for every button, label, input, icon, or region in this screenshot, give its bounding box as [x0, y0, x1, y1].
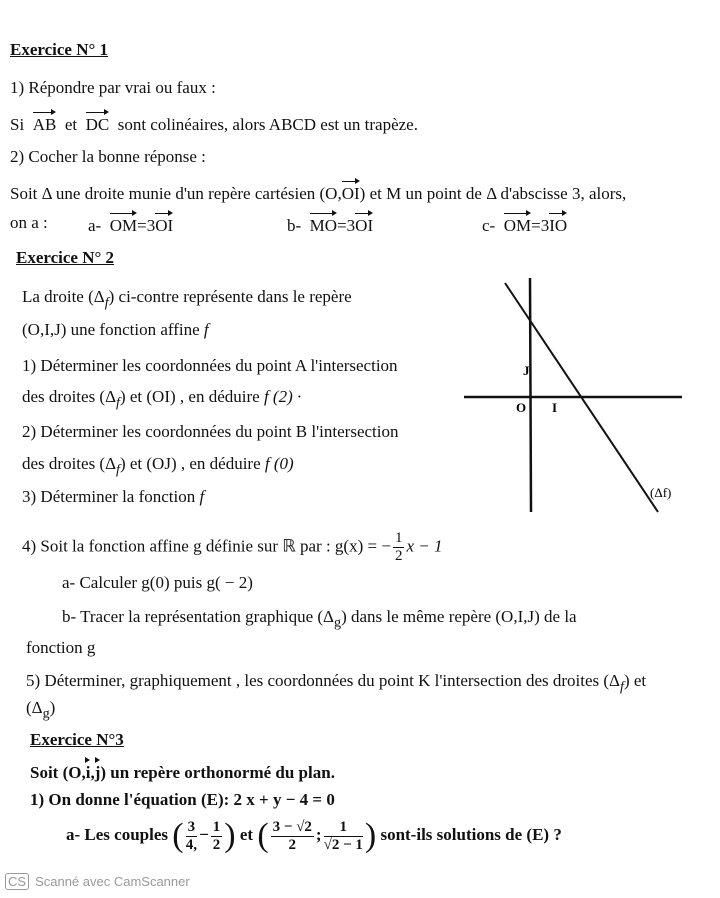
- text: (O,I,J) une fonction affine: [22, 320, 204, 339]
- vector-dc: DC: [86, 111, 110, 136]
- text: f (0): [264, 454, 294, 473]
- question-2-statement: [10, 180, 626, 205]
- function-graph: [460, 270, 700, 520]
- text: ) et M un point de Δ d'abscisse 3, alors,: [359, 184, 627, 203]
- ex2-line: fonction g: [26, 638, 96, 657]
- ex2-line: [22, 286, 352, 313]
- on-a-label: on a :: [10, 213, 48, 232]
- ex2-q4: [22, 530, 442, 565]
- text: ) ci-contre représente dans le repère: [108, 287, 352, 306]
- question-1-statement: [10, 111, 418, 136]
- text: sont-ils solutions de (E) ?: [380, 825, 562, 844]
- option-b[interactable]: [287, 212, 373, 237]
- option-a[interactable]: [88, 212, 173, 237]
- ex2-q4a: a- Calculer g(0) puis g( − 2): [62, 573, 253, 592]
- fraction: [271, 819, 314, 854]
- subscript: f: [620, 678, 624, 695]
- camscanner-watermark: [5, 873, 190, 890]
- text: Si: [10, 115, 25, 134]
- question-1: 1) Répondre par vrai ou faux :: [10, 78, 216, 97]
- ex2-line: [22, 319, 209, 341]
- text: 3) Déterminer la fonction: [22, 487, 200, 506]
- numerator: 1: [212, 818, 221, 835]
- text: 4) Soit la fonction affine g définie sur ℝ par : g(x) = −: [22, 536, 391, 556]
- vector-mo: MO: [310, 212, 337, 237]
- text: f: [199, 487, 205, 506]
- text: ) et: [623, 671, 647, 690]
- option-label: a-: [88, 216, 102, 235]
- camscanner-logo: CS: [5, 873, 29, 890]
- option-label: c-: [482, 216, 496, 235]
- ex3-q1a: a- Les couples ( $\frac{3}{4,}$ − $\frac{1}{2}$ ) et ( $\frac{3 - √2}{2}$ ; $\frac{1}{√2 - 1}$ ) sont-ils solutions de (E) ?: [66, 817, 562, 855]
- label-delta-f: (Δf): [650, 485, 672, 500]
- text: ,: [90, 763, 95, 782]
- denominator: √2 − 1: [323, 836, 363, 853]
- text: −: [199, 825, 209, 844]
- vector-j: j: [95, 759, 101, 784]
- text: La droite (Δ: [22, 287, 105, 306]
- ex2-q3: [22, 486, 204, 508]
- subscript: f: [116, 394, 120, 411]
- subscript: f: [104, 294, 109, 311]
- exercise-2-title: Exercice N° 2: [16, 248, 115, 267]
- subscript: f: [116, 461, 120, 478]
- ex2-q1: 1) Déterminer les coordonnées du point A l'intersection: [22, 356, 398, 375]
- label-o: O: [516, 400, 527, 415]
- ex3-q1: 1) On donne l'équation (E): 2 x + y − 4 = 0: [30, 790, 335, 809]
- fraction: [393, 530, 405, 565]
- label-i: I: [552, 400, 558, 415]
- text: ): [49, 698, 56, 717]
- text: des droites (Δ: [22, 387, 117, 406]
- subscript: g: [42, 705, 50, 722]
- text: Soit (O,: [30, 763, 86, 782]
- text: et: [239, 825, 254, 844]
- subscript: g: [333, 614, 342, 631]
- text: Soit Δ une droite munie d'un repère cartésien (O,: [10, 184, 342, 203]
- option-c[interactable]: [482, 212, 567, 237]
- text: =3: [137, 216, 156, 235]
- ex2-line: [22, 386, 301, 413]
- ex2-q2: 2) Déterminer les coordonnées du point B l'intersection: [22, 422, 399, 441]
- y-axis: [530, 278, 531, 512]
- text: ) et (OI) , en déduire: [119, 387, 264, 406]
- text: ;: [315, 825, 322, 844]
- ex2-q4b: [62, 606, 577, 633]
- text: a- Les couples: [66, 825, 168, 844]
- numerator: 3: [187, 818, 196, 835]
- vector-io: IO: [549, 212, 567, 237]
- question-2: 2) Cocher la bonne réponse :: [10, 147, 206, 166]
- exercise-1-title: Exercice N° 1: [10, 40, 109, 59]
- vector-om: OM: [504, 212, 531, 237]
- text: des droites (Δ: [22, 454, 117, 473]
- text: (Δ: [26, 698, 43, 717]
- vector-i: i: [86, 759, 91, 784]
- text: ) un repère orthonormé du plan.: [100, 763, 335, 782]
- vector-oi: OI: [155, 212, 173, 237]
- ex3-line: [30, 759, 335, 784]
- denominator: 2: [288, 836, 297, 853]
- fraction: [186, 819, 198, 854]
- fraction: [211, 819, 223, 854]
- text: ) dans le même repère (O,I,J) de la: [341, 607, 577, 626]
- text: =3: [531, 216, 550, 235]
- denominator: 4,: [185, 836, 197, 853]
- text: f: [203, 320, 209, 339]
- text: et: [64, 115, 78, 134]
- ex2-line: [26, 697, 55, 724]
- numerator: 3 − √2: [272, 818, 312, 835]
- text: =3: [337, 216, 356, 235]
- numerator: 1: [324, 819, 363, 837]
- text: ) et (OJ) , en déduire: [119, 454, 265, 473]
- text: sont colinéaires, alors ABCD est un trapèze.: [117, 115, 418, 134]
- ex2-q5: [26, 670, 646, 697]
- text: 5) Déterminer, graphiquement , les coordonnées du point K l'intersection des droites (Δ: [26, 671, 620, 690]
- text: f (2) ·: [263, 387, 302, 406]
- vector-ab: AB: [33, 111, 57, 136]
- option-label: b-: [287, 216, 302, 235]
- vector-oi: OI: [355, 212, 373, 237]
- text: b- Tracer la représentation graphique (Δ: [62, 607, 334, 626]
- denominator: 2: [394, 548, 403, 564]
- fraction: [324, 819, 363, 854]
- ex2-line: [22, 453, 294, 480]
- numerator: 1: [394, 530, 403, 546]
- vector-oi: OI: [342, 180, 360, 205]
- vector-om: OM: [110, 212, 137, 237]
- text: x − 1: [406, 536, 443, 556]
- watermark-text: Scanné avec CamScanner: [35, 874, 190, 889]
- denominator: 2: [212, 836, 221, 853]
- exercise-3-title: Exercice N°3: [30, 730, 124, 749]
- label-j: J: [523, 363, 530, 378]
